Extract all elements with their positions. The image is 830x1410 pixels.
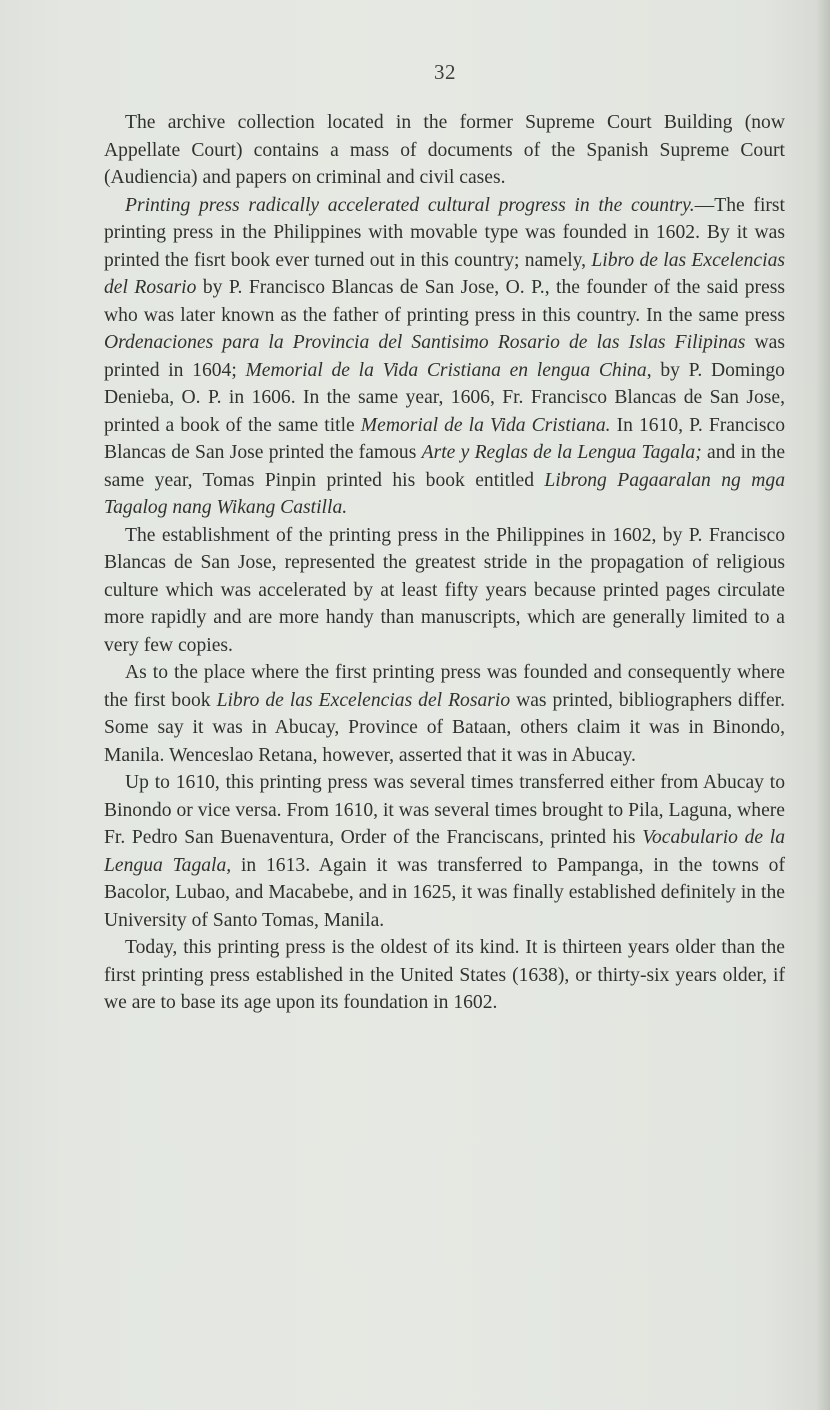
book-title: Vocabulario de la Lengua Tagala, — [104, 827, 785, 876]
section-heading: Printing press radically accelerated cultural progress in the country. — [125, 194, 695, 216]
text-run: In 1610, P. Francisco Blancas de San Jose printed the famous — [104, 414, 785, 463]
text-run: and in the same year, Tomas Pinpin printed his book entitled — [104, 442, 786, 491]
paragraph-text: The establishment of the printing press in the Philippines in 1602, by P. Francisco Blancas de San Jose, represented the greatest stride in the propagation of religious culture which was accelerated by at least fifty years because printed pages circulate more rapidly and are more handy than manuscripts, which are generally limited to a very few copies. — [104, 524, 785, 656]
text-run: was printed, bibliographers differ. Some say it was in Abucay, Province of Bataan, others claim it was in Binondo, Manila. Wenceslao Retana, however, asserted that it was in Abucay. — [104, 689, 785, 766]
paragraph-text: Today, this printing press is the oldest of its kind. It is thirteen years older than the first printing press established in the United States (1638), or thirty-six years older, if we are to base its age upon its foundation in 1602. — [104, 937, 785, 1013]
text-run: Up to 1610, this printing press was several times transferred either from Abucay to Binondo or vice versa. From 1610, it was several times brought to Pila, Laguna, where Fr. Pedro San Buenaventura, Order of the Franciscans, printed his — [104, 772, 785, 848]
paragraph-today — [104, 934, 785, 1017]
text-run: in 1613. Again it was transferred to Pampanga, in the towns of Bacolor, Lubao, and Macabebe, and in 1625, it was finally established definitely in the University of Santo Tomas, Manila. — [104, 854, 785, 931]
body-text — [104, 109, 785, 1017]
text-run: —The first printing press in the Philippines with movable type was founded in 1602. By it was printed the fisrt book ever turned out in this country; namely, — [104, 194, 785, 271]
paragraph-printing-press — [104, 192, 785, 522]
paragraph-text: The archive collection located in the former Supreme Court Building (now Appellate Court) contains a mass of documents of the Spanish Supreme Court (Audiencia) and papers on criminal and civil cases. — [104, 112, 785, 188]
book-title: Libro de las Excelencias del Rosario — [104, 249, 785, 298]
paragraph-transfers — [104, 769, 785, 934]
text-run: by P. Francisco Blancas de San Jose, O. P., the founder of the said press who was later known as the father of printing press in this country. In the same press — [104, 277, 786, 326]
paragraph-place-founded — [104, 659, 785, 769]
book-title: Arte y Reglas de la Lengua Tagala; — [421, 442, 702, 463]
text-run: As to the place where the first printing press was founded and consequently where the first book — [104, 662, 785, 711]
book-title: Memorial de la Vida Cristiana en lengua China — [245, 359, 647, 381]
paragraph-establishment — [104, 522, 785, 660]
text-run: , by P. Domingo Denieba, O. P. in 1606. In the same year, 1606, Fr. Francisco Blancas de San Jose, printed a book of the same title — [104, 359, 785, 436]
text-run: was printed in 1604; — [104, 332, 785, 381]
book-title: Librong Pagaaralan ng mga Tagalog nang Wikang Castilla. — [104, 469, 785, 518]
book-title: Memorial de la Vida Cristiana. — [360, 414, 611, 436]
book-title: Libro de las Excelencias del Rosario — [216, 689, 511, 711]
paragraph-archive-collection — [104, 109, 785, 192]
page-number: 32 — [434, 60, 456, 84]
book-title: Ordenaciones para la Provincia del Santisimo Rosario de las Islas Filipinas — [104, 332, 746, 353]
